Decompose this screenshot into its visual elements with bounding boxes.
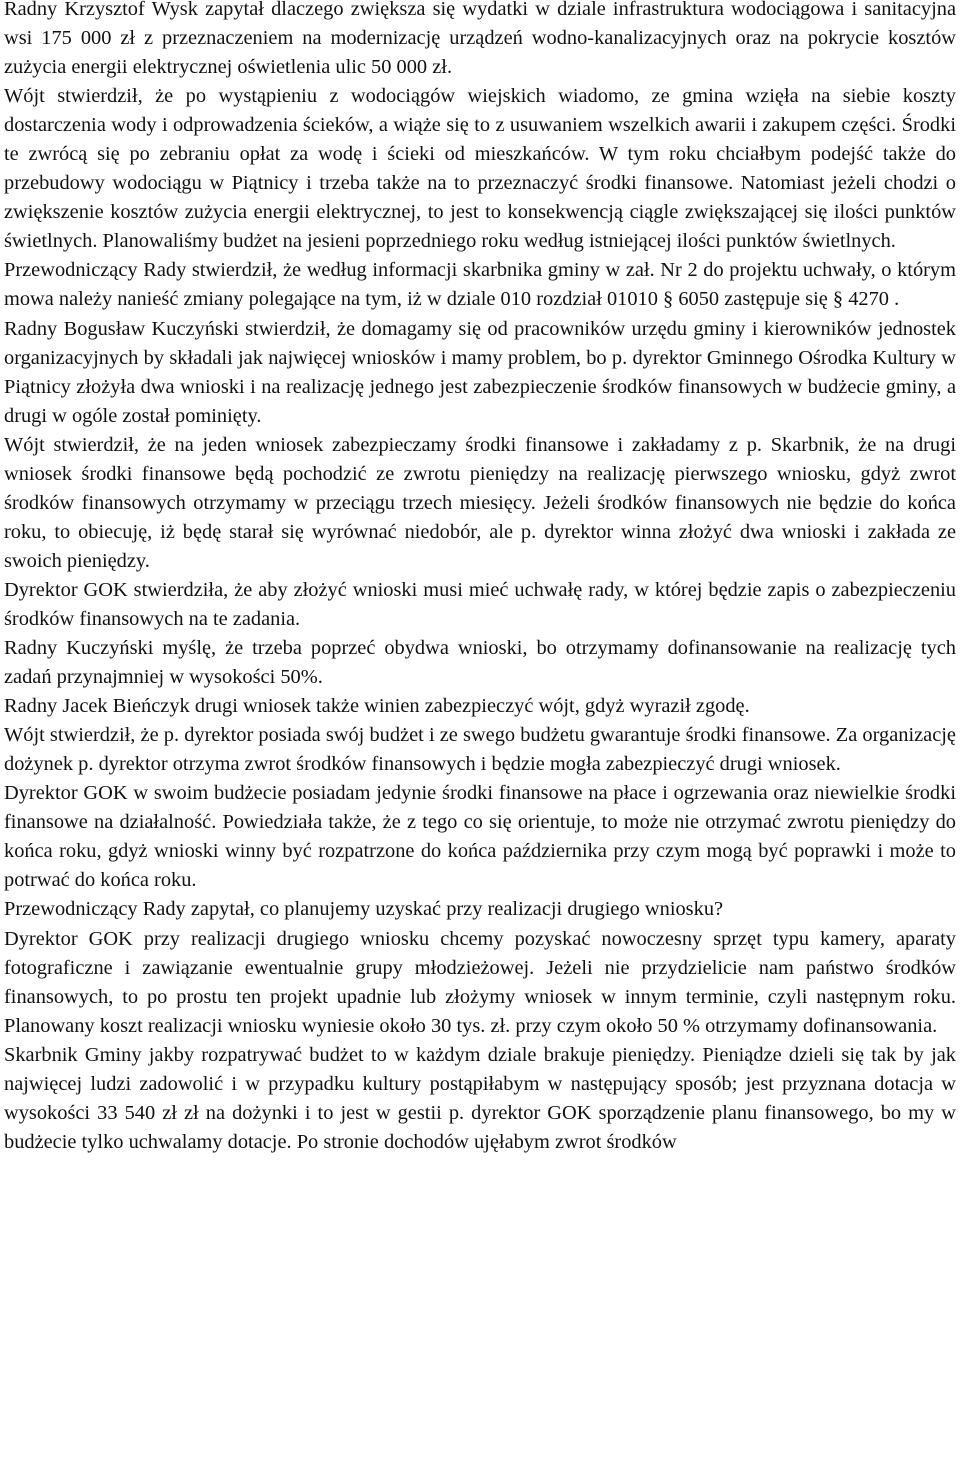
paragraph-wysk-question: Radny Krzysztof Wysk zapytał dlaczego zwiększa się wydatki w dziale infrastruktura wodociągowa i sanitacyjna wsi 175 000 zł z przeznaczeniem na modernizację urządzeń wodno-kanalizacyjnych oraz na pokrycie kosztów zużycia energii elektrycznej oświetlenia ulic 50 000 zł. (4, 0, 956, 79)
paragraph-bienczyk: Radny Jacek Bieńczyk drugi wniosek także winien zabezpieczyć wójt, gdyż wyraził zgodę. (4, 695, 750, 718)
paragraph-wojt-director-budget: Wójt stwierdził, że p. dyrektor posiada swój budżet i ze swego budżetu gwarantuje środki finansowe. Za organizację dożynek p. dyrektor otrzyma zwrot środków finansowych i będzie mogła zabezpieczyć drugi wniosek. (4, 724, 956, 776)
paragraph-gok-director-budget: Dyrektor GOK w swoim budżecie posiadam jedynie środki finansowe na płace i ogrzewania oraz niewielkie środki finansowe na działalność. Powiedziała także, że z tego co się orientuje, to może nie otrzymać zwrotu pieniędzy do końca roku, gdyż wnioski winny być rozpatrzone do końca października przy czym mogą być poprawki i może to potrwać do końca roku. (4, 782, 956, 892)
paragraph-wojt-water-costs: Wójt stwierdził, że po wystąpieniu z wodociągów wiejskich wiadomo, ze gmina wzięła na siebie koszty dostarczenia wody i odprowadzenia ścieków, a wiąże się to z usuwaniem wszelkich awarii i zakupem części. Środki te zwrócą się po zebraniu opłat za wodę i ścieki od mieszkańców. W tym roku chciałbym podejść także do przebudowy wodociągu w Piątnicy i trzeba także na to przeznaczyć środki finansowe. Natomiast jeżeli chodzi o zwiększenie kosztów zużycia energii elektrycznej, to jest to konsekwencją ciągle zwiększającej się ilości punktów świetlnych. Planowaliśmy budżet na jesieni poprzedniego roku według istniejącej ilości punktów świetlnych. (4, 85, 956, 253)
paragraph-wojt-funding: Wójt stwierdził, że na jeden wniosek zabezpieczamy środki finansowe i zakładamy z p. Skarbnik, że na drugi wniosek środki finansowe będą pochodzić ze zwrotu pieniędzy na realizację pierwszego wniosku, gdyż zwrot środków finansowych otrzymamy w przeciągu trzech miesięcy. Jeżeli środków finansowych nie będzie do końca roku, to obiecuję, iż będę starał się wyrównać niedobór, ale p. dyrektor winna złożyć dwa wnioski i zakłada ze swoich pieniędzy. (4, 433, 956, 572)
paragraph-kuczynski-applications: Radny Bogusław Kuczyński stwierdził, że domagamy się od pracowników urzędu gminy i kierowników jednostek organizacyjnych by składali jak najwięcej wniosków i mamy problem, bo p. dyrektor Gminnego Ośrodka Kultury w Piątnicy złożyła dwa wnioski i na realizację jednego jest zabezpieczenie środków finansowych w budżecie gminy, a drugi w ogóle został pominięty. (4, 317, 956, 427)
paragraph-chairman-amendment: Przewodniczący Rady stwierdził, że według informacji skarbnika gminy w zał. Nr 2 do projektu uchwały, o którym mowa należy nanieść zmiany polegające na tym, iż w dziale 010 rozdział 01010 § 6050 zastępuje się § 4270 . (4, 259, 956, 311)
paragraph-kuczynski-support: Radny Kuczyński myślę, że trzeba poprzeć obydwa wnioski, bo otrzymamy dofinansowanie na realizację tych zadań przynajmniej w wysokości 50%. (4, 637, 956, 689)
paragraph-gok-director-resolution: Dyrektor GOK stwierdziła, że aby złożyć wnioski musi mieć uchwałę rady, w której będzie zapis o zabezpieczeniu środków finansowych na te zadania. (4, 578, 956, 630)
paragraph-chairman-question: Przewodniczący Rady zapytał, co planujemy uzyskać przy realizacji drugiego wniosku? (4, 898, 724, 921)
document-page (4, 0, 956, 1157)
paragraph-gok-director-plan: Dyrektor GOK przy realizacji drugiego wniosku chcemy pozyskać nowoczesny sprzęt typu kamery, aparaty fotograficzne i zawiązanie ewentualnie grupy młodzieżowej. Jeżeli nie przydzielicie nam państwo środków finansowych, to po prostu ten projekt upadnie lub złożymy wniosek w innym terminie, czyli następnym roku. Planowany koszt realizacji wniosku wyniesie około 30 tys. zł. przy czym około 50 % otrzymamy dofinansowania. (4, 927, 956, 1037)
paragraph-treasurer: Skarbnik Gminy jakby rozpatrywać budżet to w każdym dziale brakuje pieniędzy. Pieniądze dzieli się tak by jak najwięcej ludzi zadowolić i w przypadku kultury postąpiłabym w następujący sposób; jest przyznana dotacja w wysokości 33 540 zł zł na dożynki i to jest w gestii p. dyrektor GOK sporządzenie planu finansowego, bo my w budżecie tylko uchwalamy dotacje. Po stronie dochodów ujęłabym zwrot środków (4, 1043, 956, 1153)
